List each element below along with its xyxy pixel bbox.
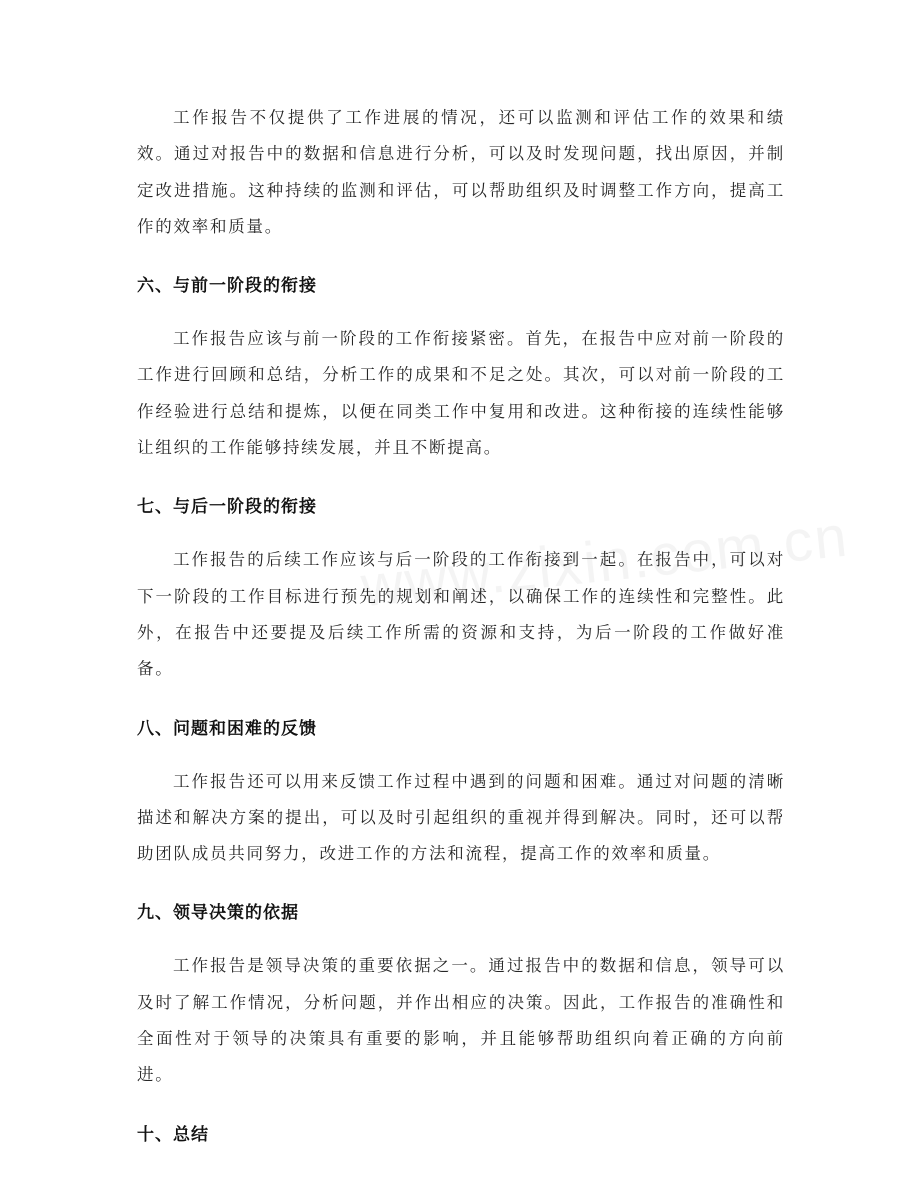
section-heading-7: 七、与后一阶段的衔接 [137, 497, 317, 518]
section-heading-9: 九、领导决策的依据 [137, 903, 299, 924]
section-heading-8: 八、问题和困难的反馈 [137, 718, 317, 739]
document-page [137, 100, 785, 1147]
section-heading-10: 十、总结 [137, 1124, 209, 1145]
section-body-9: 工作报告是领导决策的重要依据之一。通过报告中的数据和信息，领导可以及时了解工作情况，分析问题，并作出相应的决策。因此，工作报告的准确性和全面性对于领导的决策具有重要的影响，并且能够帮助组织向着正确的方向前进。 [137, 956, 785, 1085]
section-body-7: 工作报告的后续工作应该与后一阶段的工作衔接到一起。在报告中，可以对下一阶段的工作目标进行预先的规划和阐述，以确保工作的连续性和完整性。此外，在报告中还要提及后续工作所需的资源和支持，为后一阶段的工作做好准备。 [137, 550, 785, 679]
intro-paragraph: 工作报告不仅提供了工作进展的情况，还可以监测和评估工作的效果和绩效。通过对报告中的数据和信息进行分析，可以及时发现问题，找出原因，并制定改进措施。这种持续的监测和评估，可以帮助组织及时调整工作方向，提高工作的效率和质量。 [137, 108, 785, 236]
section-heading-6: 六、与前一阶段的衔接 [137, 276, 317, 297]
section-body-8: 工作报告还可以用来反馈工作过程中遇到的问题和困难。通过对问题的清晰描述和解决方案的提出，可以及时引起组织的重视并得到解决。同时，还可以帮助团队成员共同努力，改进工作的方法和流程，提高工作的效率和质量。 [137, 771, 785, 864]
section-body-6: 工作报告应该与前一阶段的工作衔接紧密。首先，在报告中应对前一阶段的工作进行回顾和总结，分析工作的成果和不足之处。其次，可以对前一阶段的工作经验进行总结和提炼，以便在同类工作中复用和改进。这种衔接的连续性能够让组织的工作能够持续发展，并且不断提高。 [137, 329, 785, 458]
